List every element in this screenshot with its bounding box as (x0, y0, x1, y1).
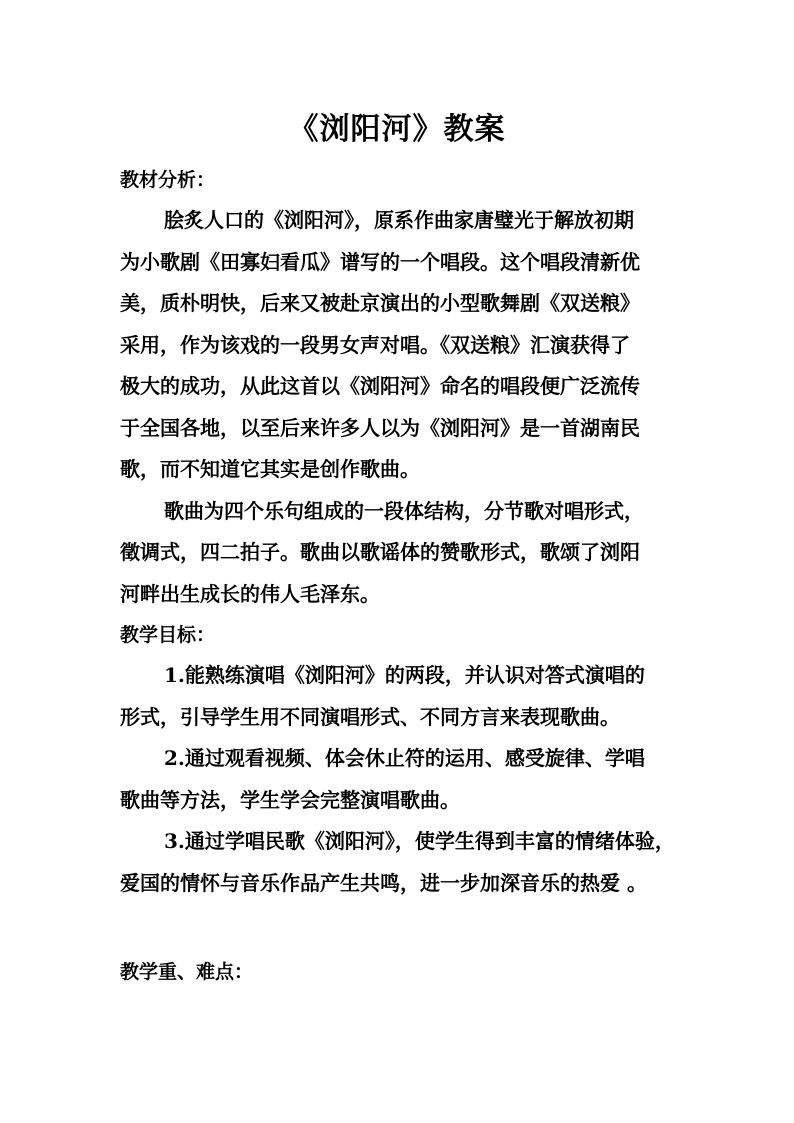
paragraph-background (120, 200, 690, 491)
document-body (120, 160, 690, 992)
paragraph-line: 3.通过学唱民歌《浏阳河》，使学生得到丰富的情绪体验， (164, 829, 675, 853)
paragraph-structure (120, 491, 690, 616)
goal-item-3 (120, 821, 690, 904)
goal-item-2 (120, 738, 690, 821)
section-heading-key-difficult-points: 教学重、难点： (120, 961, 254, 983)
goal-item-1 (120, 655, 690, 738)
section-heading-teaching-goals: 教学目标： (120, 624, 216, 646)
paragraph-line: 为小歌剧《田寡妇看瓜》谱写的一个唱段。这个唱段清新优 (120, 249, 640, 274)
paragraph-line: 极大的成功，从此这首以《浏阳河》命名的唱段便广泛流传 (120, 374, 640, 398)
paragraph-line: 美，质朴明快，后来又被赴京演出的小型歌舞剧《双送粮》 (120, 291, 640, 315)
paragraph-line: 采用，作为该戏的一段男女声对唱。《双送粮》汇演获得了 (120, 332, 630, 357)
blank-gap (120, 904, 690, 952)
paragraph-line: 爱国的情怀与音乐作品产生共鸣，进一步加深音乐的热爱 。 (120, 870, 647, 895)
paragraph-line: 歌曲为四个乐句组成的一段体结构，分节歌对唱形式， (164, 498, 644, 523)
paragraph-line: 2.通过观看视频、体会休止符的运用、感受旋律、学唱 (164, 746, 645, 770)
section-heading-materials-analysis: 教材分析： (120, 169, 216, 191)
paragraph-line: 1.能熟练演唱《浏阳河》的两段，并认识对答式演唱的 (164, 663, 645, 687)
paragraph-line: 徵调式，四二拍子。歌曲以歌谣体的赞歌形式，歌颂了浏阳 (120, 540, 640, 564)
paragraph-line: 于全国各地，以至后来许多人以为《浏阳河》是一首湖南民 (120, 415, 640, 440)
paragraph-line: 歌曲等方法，学生学会完整演唱歌曲。 (120, 787, 460, 812)
paragraph-line: 歌，而不知道它其实是创作歌曲。 (120, 457, 420, 481)
paragraph-line: 河畔出生成长的伟人毛泽东。 (120, 581, 380, 606)
paragraph-line: 形式，引导学生用不同演唱形式、不同方言来表现歌曲。 (120, 704, 620, 729)
document-title: 《浏阳河》教案 (288, 112, 506, 147)
paragraph-line: 脍炙人口的《浏阳河》，原系作曲家唐璧光于解放初期 (164, 208, 634, 232)
